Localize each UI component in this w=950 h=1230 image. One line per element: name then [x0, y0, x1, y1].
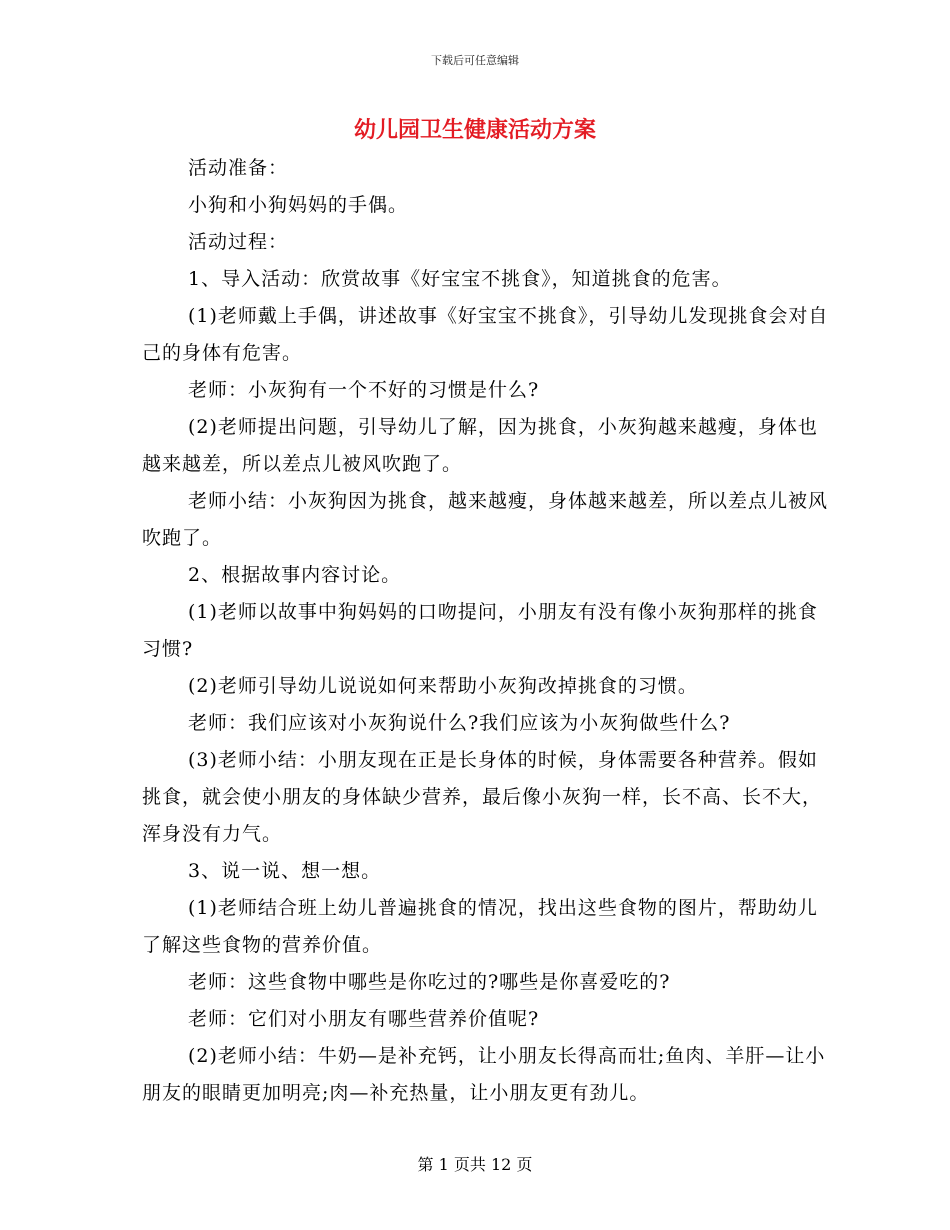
paragraph: (2)老师引导幼儿说说如何来帮助小灰狗改掉挑食的习惯。: [188, 675, 698, 697]
page-footer-number: 第 1 页共 12 页: [417, 1155, 533, 1174]
paragraph: 活动过程：: [188, 231, 289, 253]
paragraph: (2)老师小结：牛奶—是补充钙，让小朋友长得高而壮;鱼肉、羊肝—让小朋友的眼睛更加明亮;肉—补充热量，让小朋友更有劲儿。: [142, 1045, 826, 1104]
paragraph: 老师：这些食物中哪些是你吃过的?哪些是你喜爱吃的?: [188, 971, 671, 993]
paragraph: (1)老师戴上手偶，讲述故事《好宝宝不挑食》，引导幼儿发现挑食会对自己的身体有危害。: [142, 305, 829, 364]
document-title: 幼儿园卫生健康活动方案: [353, 117, 596, 143]
paragraph: (1)老师结合班上幼儿普遍挑食的情况，找出这些食物的图片，帮助幼儿了解这些食物的营养价值。: [142, 897, 818, 956]
paragraph: 小狗和小狗妈妈的手偶。: [188, 194, 409, 216]
document-body: [142, 150, 832, 1112]
paragraph: 老师：我们应该对小灰狗说什么?我们应该为小灰狗做些什么?: [188, 712, 731, 734]
paragraph: (3)老师小结：小朋友现在正是长身体的时候，身体需要各种营养。假如挑食，就会使小朋友的身体缺少营养，最后像小灰狗一样，长不高、长不大，浑身没有力气。: [142, 749, 823, 845]
paragraph: (1)老师以故事中狗妈妈的口吻提问，小朋友有没有像小灰狗那样的挑食习惯?: [142, 601, 818, 660]
paragraph: (2)老师提出问题，引导幼儿了解，因为挑食，小灰狗越来越瘦，身体也越来越差，所以差点儿被风吹跑了。: [142, 416, 818, 475]
page-header-note: 下载后可任意编辑: [431, 54, 519, 67]
paragraph: 老师：小灰狗有一个不好的习惯是什么?: [188, 379, 540, 401]
paragraph: 2、根据故事内容讨论。: [188, 564, 402, 586]
paragraph: 老师小结：小灰狗因为挑食，越来越瘦，身体越来越差，所以差点儿被风吹跑了。: [142, 490, 829, 549]
paragraph: 活动准备：: [188, 157, 289, 179]
paragraph: 3、说一说、想一想。: [188, 860, 382, 882]
paragraph: 老师：它们对小朋友有哪些营养价值呢?: [188, 1008, 540, 1030]
paragraph: 1、导入活动：欣赏故事《好宝宝不挑食》，知道挑食的危害。: [188, 268, 732, 290]
